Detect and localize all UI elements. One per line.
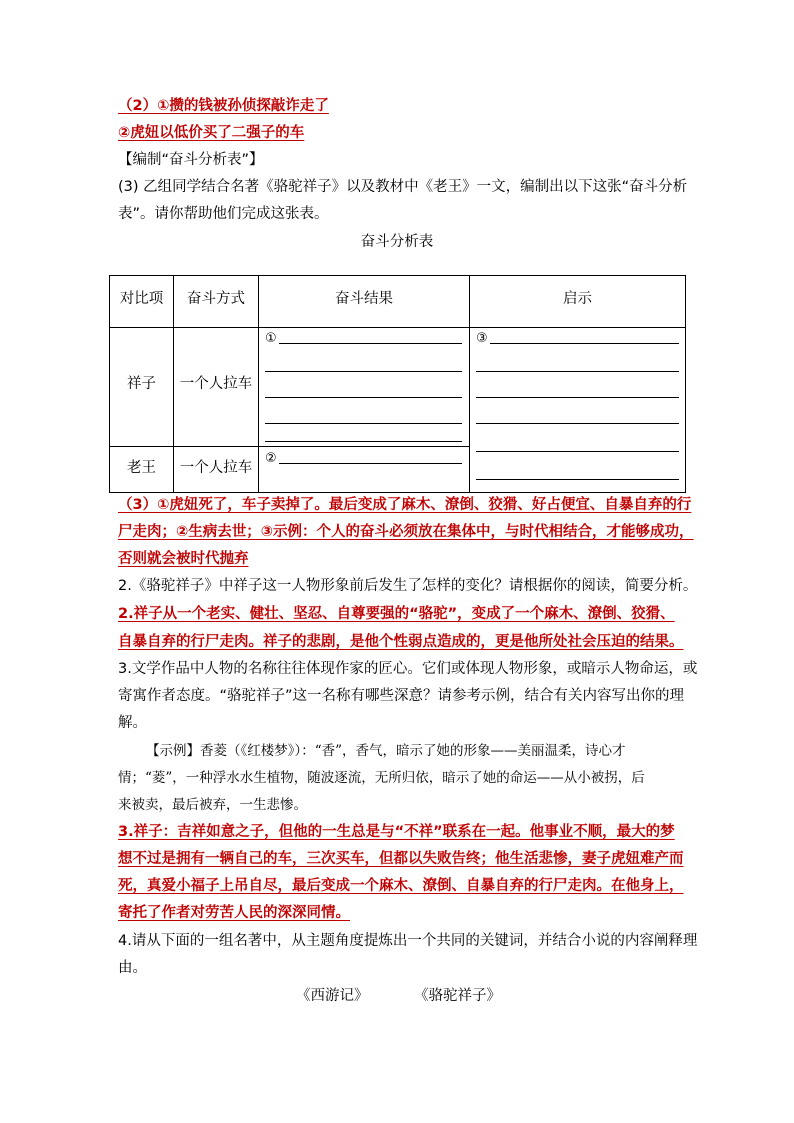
answer-line: 尸走肉；②生病去世；③示例：个人的奋斗必须放在集体中，与时代相结合，才能够成功，	[118, 524, 694, 540]
header-item: 对比项	[119, 291, 164, 307]
row-item-xiangzi: 祥子	[127, 376, 156, 392]
answer-line: 自暴自弃的行尸走肉。祥子的悲剧，是他个性弱点造成的，更是他所处社会压迫的结果。	[118, 634, 684, 650]
header-result: 奋斗结果	[335, 291, 393, 307]
question-line: 寄寓作者态度。“骆驼祥子”这一名称有哪些深意？请参考示例，结合有关内容写出你的理	[118, 688, 685, 704]
question-line: 4.请从下面的一组名著中，从主题角度提炼出一个共同的关键词，并结合小说的内容阐释理	[118, 933, 698, 949]
answer-line: 2.祥子从一个老实、健壮、坚忍、自尊要强的“骆驼”，变成了一个麻木、潦倒、狡猾、	[118, 606, 675, 622]
example-line: 【示例】香菱（《红楼梦》）：“香”，香气，暗示了她的形象——美丽温柔，诗心才	[146, 743, 626, 759]
header-insight: 启示	[563, 291, 592, 307]
answer-blank[interactable]	[476, 451, 679, 452]
question-line: 3.文学作品中人物的名称往往体现作家的匠心。它们或体现人物形象，或暗示人物命运，或	[118, 661, 698, 677]
answer-line: （2）①攒的钱被孙侦探敲诈走了	[118, 98, 329, 114]
answer-blank[interactable]	[279, 463, 462, 464]
answer-line: 死，真爱小福子上吊自尽，最后变成一个麻木、潦倒、自暴自弃的行尸走肉。在他身上，	[118, 878, 684, 894]
answer-blank[interactable]	[476, 397, 679, 398]
blank-marker: ①	[265, 331, 277, 346]
question-line: 2.《骆驼祥子》中祥子这一人物形象前后发生了怎样的变化？请根据你的阅读，简要分析。	[118, 578, 698, 594]
table-title: 奋斗分析表	[360, 234, 434, 250]
answer-blank[interactable]	[476, 423, 679, 424]
answer-blank[interactable]	[265, 397, 462, 398]
row-item-laowang: 老王	[127, 460, 156, 476]
blank-marker: ②	[265, 451, 277, 466]
section-heading: 【编制“奋斗分析表”】	[118, 152, 264, 168]
answer-line: 否则就会被时代抛弃	[118, 551, 249, 567]
answer-line: ②虎妞以低价买了二强子的车	[118, 125, 305, 141]
answer-line: 3.祥子：吉祥如意之子，但他的一生总是与“不祥”联系在一起。他事业不顺，最大的梦	[118, 824, 675, 840]
question-line: (3) 乙组同学结合名著《骆驼祥子》以及教材中《老王》一文，编制出以下这张“奋斗分析	[118, 179, 688, 195]
row-method: 一个人拉车	[179, 460, 253, 476]
answer-blank[interactable]	[476, 371, 679, 372]
answer-blank[interactable]	[490, 343, 679, 344]
answer-blank[interactable]	[476, 479, 679, 480]
row-method: 一个人拉车	[179, 376, 253, 392]
question-line: 解。	[118, 715, 147, 731]
struggle-analysis-table	[109, 275, 686, 493]
answer-blank[interactable]	[265, 441, 462, 442]
question-line: 由。	[118, 960, 147, 976]
book-title: 《骆驼祥子》	[414, 988, 501, 1004]
answer-blank[interactable]	[265, 423, 462, 424]
answer-line: 想不过是拥有一辆自己的车，三次买车，但都以失败告终；他生活悲惨，妻子虎妞难产而	[118, 851, 684, 867]
answer-blank[interactable]	[265, 371, 462, 372]
answer-line: 寄托了作者对劳苦人民的深深同情。	[118, 905, 350, 921]
example-line: 来被卖，最后被弃，一生悲惨。	[118, 797, 307, 813]
example-line: 情；“菱”，一种浮水水生植物，随波逐流，无所归依，暗示了她的命运——从小被拐，后	[118, 770, 645, 786]
book-title: 《西游记》	[296, 988, 369, 1004]
question-line: 表”。请你帮助他们完成这张表。	[118, 206, 329, 222]
answer-blank[interactable]	[279, 343, 462, 344]
answer-line: （3）①虎妞死了，车子卖掉了。最后变成了麻木、潦倒、狡猾、好占便宜、自暴自弃的行	[118, 497, 692, 513]
header-method: 奋斗方式	[187, 291, 245, 307]
blank-marker: ③	[476, 331, 488, 346]
